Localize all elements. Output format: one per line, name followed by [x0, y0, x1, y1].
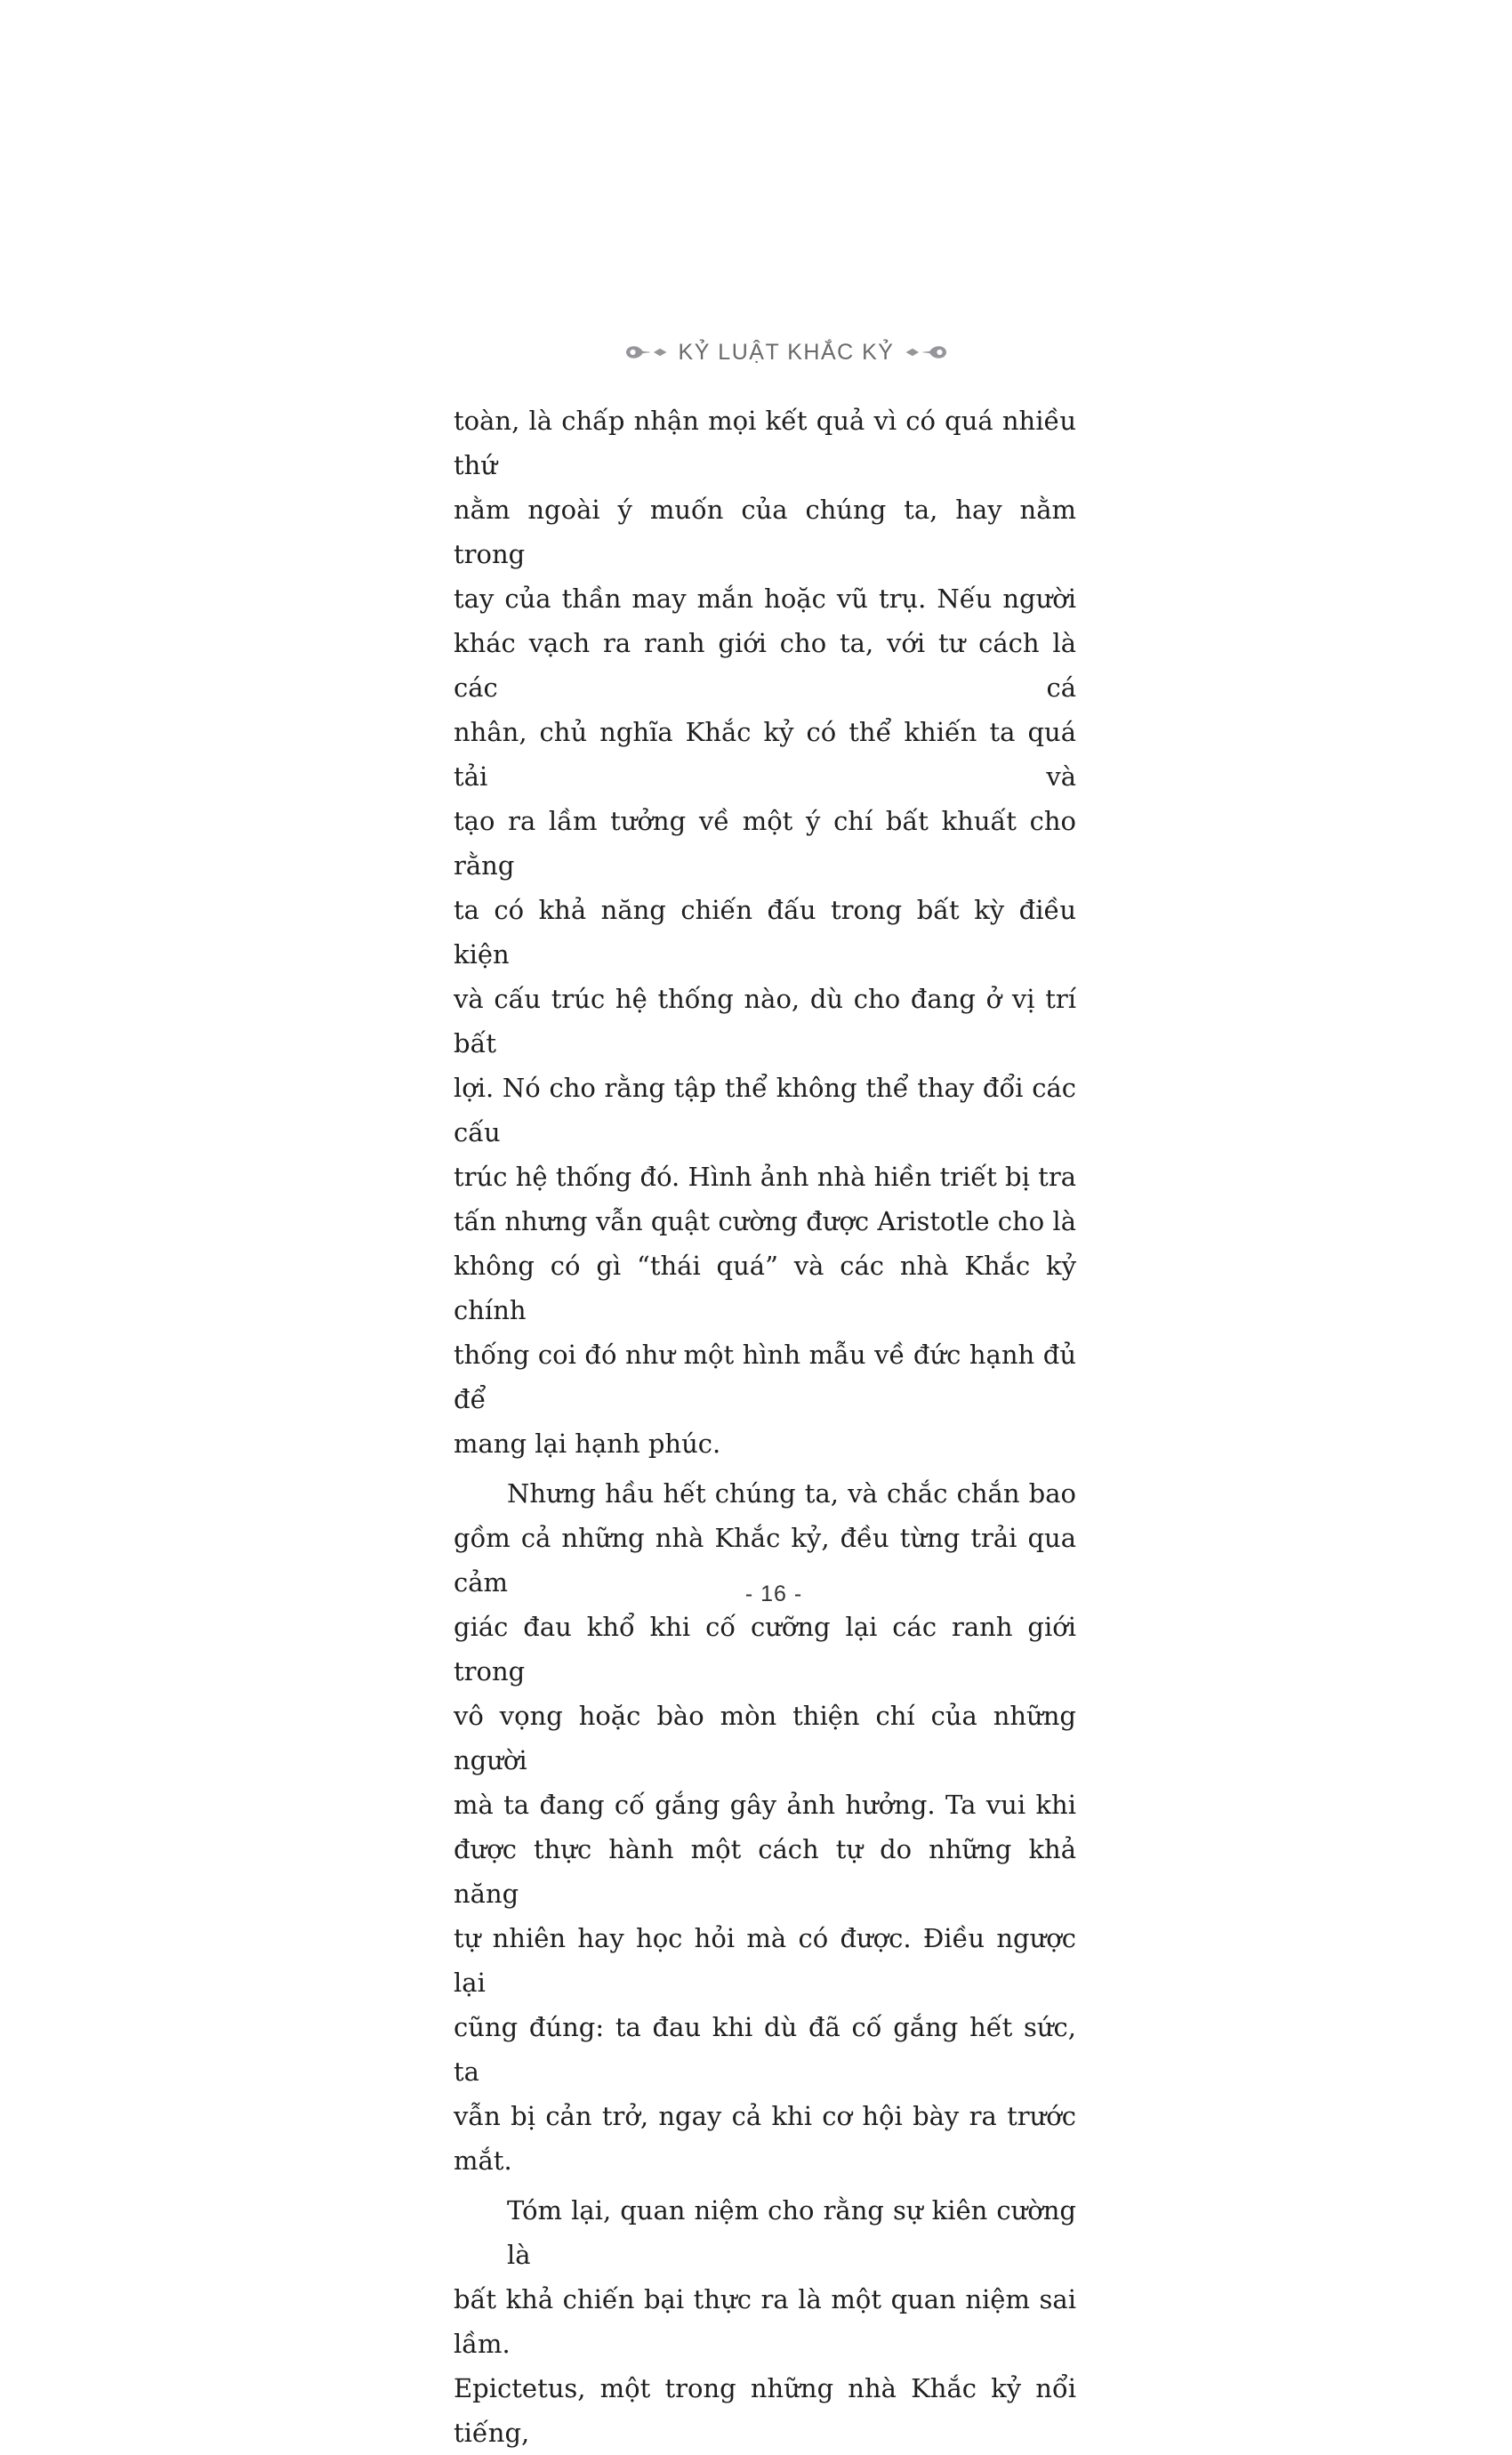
text-line: lợi. Nó cho rằng tập thể không thể thay đổi các cấu — [454, 1073, 1076, 1147]
text-line: toàn, là chấp nhận mọi kết quả vì có quá nhiều thứ — [454, 406, 1076, 480]
text-line: mang lại hạnh phúc. — [454, 1429, 721, 1459]
page-number: - 16 - — [744, 1582, 803, 1606]
paragraph — [454, 2188, 1076, 2455]
text-line: Tóm lại, quan niệm cho rằng sự kiên cường là — [507, 2195, 1076, 2270]
text-line: vẫn bị cản trở, ngay cả khi cơ hội bày ra trước mắt. — [454, 2101, 1076, 2176]
text-line: bất khả chiến bại thực ra là một quan niệm sai lầm. — [454, 2284, 1076, 2359]
text-line: nhân, chủ nghĩa Khắc kỷ có thể khiến ta quá tải và — [454, 717, 1076, 792]
header-ornament-left-icon — [624, 344, 667, 360]
text-line: tự nhiên hay học hỏi mà có được. Điều ngược lại — [454, 1923, 1076, 1998]
text-line: cũng đúng: ta đau khi dù đã cố gắng hết sức, ta — [454, 2012, 1076, 2087]
text-line: tạo ra lầm tưởng về một ý chí bất khuất cho rằng — [454, 806, 1076, 881]
text-block — [454, 398, 1076, 2455]
running-header-title: KỶ LUẬT KHẮC KỶ — [678, 339, 895, 365]
text-line: khác vạch ra ranh giới cho ta, với tư cách là các cá — [454, 628, 1076, 703]
text-line: trúc hệ thống đó. Hình ảnh nhà hiền triết bị tra — [454, 1162, 1076, 1192]
text-line: Epictetus, một trong những nhà Khắc kỷ nổi tiếng, — [454, 2373, 1076, 2448]
text-line: ta có khả năng chiến đấu trong bất kỳ điều kiện — [454, 895, 1076, 970]
paragraph — [454, 1471, 1076, 2183]
text-line: vô vọng hoặc bào mòn thiện chí của những người — [454, 1701, 1076, 1775]
text-line: tấn nhưng vẫn quật cường được Aristotle cho là — [454, 1206, 1076, 1236]
text-line: giác đau khổ khi cố cưỡng lại các ranh giới trong — [454, 1612, 1076, 1686]
text-line: được thực hành một cách tự do những khả năng — [454, 1834, 1076, 1909]
text-line: nằm ngoài ý muốn của chúng ta, hay nằm trong — [454, 495, 1076, 569]
text-line: Nhưng hầu hết chúng ta, và chắc chắn bao — [507, 1478, 1076, 1509]
text-line: mà ta đang cố gắng gây ảnh hưởng. Ta vui khi — [454, 1790, 1076, 1820]
header-ornament-right-icon — [905, 344, 948, 360]
paragraph — [454, 398, 1076, 1466]
text-line: thống coi đó như một hình mẫu về đức hạnh đủ để — [454, 1340, 1076, 1414]
running-header — [464, 335, 1108, 369]
text-line: tay của thần may mắn hoặc vũ trụ. Nếu người — [454, 584, 1076, 614]
text-line: gồm cả những nhà Khắc kỷ, đều từng trải qua cảm — [454, 1523, 1076, 1598]
text-line: không có gì “thái quá” và các nhà Khắc kỷ chính — [454, 1251, 1076, 1325]
text-line: và cấu trúc hệ thống nào, dù cho đang ở vị trí bất — [454, 984, 1076, 1058]
